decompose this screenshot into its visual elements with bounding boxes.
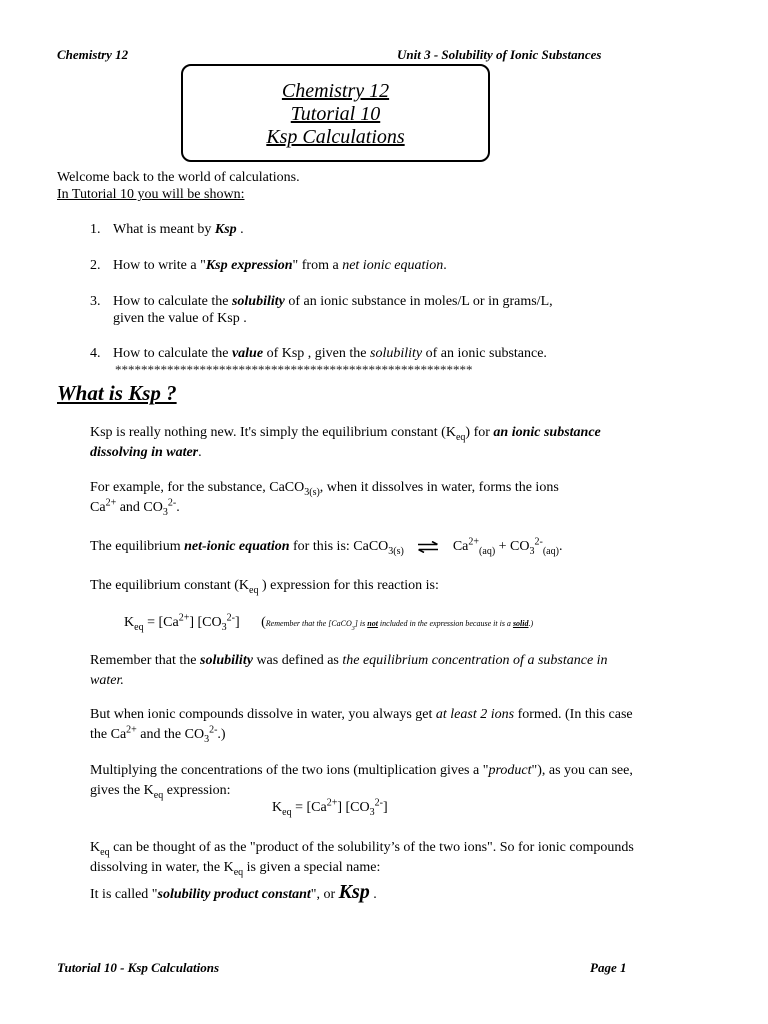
list-number: 1.	[90, 222, 101, 237]
header-right: Unit 3 - Solubility of Ionic Substances	[397, 47, 602, 62]
paragraph-example: For example, for the substance, CaCO$_{3(s)}$, when it dissolves in water, forms the ions $Ca^{2+}$ and $CO_3^{2-}$.	[90, 480, 559, 518]
list-number: 2.	[90, 258, 101, 273]
list-number: 4.	[90, 346, 101, 361]
paragraph-ksp-name: It is called "solubility product constant", or Ksp .	[90, 881, 377, 903]
equilibrium-arrows-icon	[417, 541, 439, 553]
title-box	[181, 64, 490, 162]
list-item-1: 1. What is meant by Ksp .	[90, 222, 244, 237]
solid-note: (Remember that the [CaCO$_3$] is not included in the expression because it is a solid.)	[261, 615, 534, 632]
star-divider: *******************************************************	[115, 362, 473, 377]
title-line-1: Chemistry 12	[281, 80, 390, 102]
keq-equation-2: $K_{eq} = [Ca^{2+}]$ $[CO_3^{2-}]$	[272, 797, 388, 818]
list-item-2: 2. How to write a "Ksp expression" from a net ionic equation.	[90, 258, 447, 273]
paragraph-ksp-intro: Ksp is really nothing new. It's simply the equilibrium constant $(K_{eq})$ for an ionic substance dissolving in water.	[90, 425, 601, 460]
paragraph-two-ions: But when ionic compounds dissolve in water, you always get at least 2 ions formed. (In this case the $Ca^{2+}$ and the $CO_3^{2-}$.)	[90, 707, 633, 745]
title-line-2: Tutorial 10	[290, 103, 381, 125]
list-item-3: 3. How to calculate the solubility of an ionic substance in moles/L or in grams/L, given the value of Ksp .	[90, 294, 553, 326]
keq-equation-1: $K_{eq} = [Ca^{2+}]$ $[CO_3^{2-}]$ (Remember that the [CaCO$_3$] is not included in the expression because it is a solid.)	[124, 612, 534, 633]
paragraph-expression: The equilibrium constant ($K_{eq}$ ) expression for this reaction is:	[90, 578, 439, 596]
section-title: What is Ksp ?	[57, 381, 177, 405]
title-line-3: Ksp Calculations	[266, 126, 405, 148]
footer-page-number: Page 1	[590, 960, 627, 975]
paragraph-product: Multiplying the concentrations of the two ions (multiplication gives a "product"), as you can see, gives the $K_{eq}$ expression:	[90, 763, 633, 801]
list-number: 3.	[90, 294, 101, 309]
list-item-4: 4. How to calculate the value of Ksp , given the solubility of an ionic substance.	[90, 346, 547, 361]
paragraph-net-ionic: The equilibrium net-ionic equation for this is: CaCO$_{3(s)}$ $Ca^{2+}_{(aq)} + CO_3^{2-}_{(aq)}$.	[90, 536, 563, 557]
intro-welcome: Welcome back to the world of calculations.	[57, 170, 300, 185]
paragraph-special-name: $K_{eq}$ can be thought of as the "product of the solubility’s of the two ions". So for ionic compounds dissolving in water, the $K_{eq}$ is given a special name:	[90, 840, 634, 878]
paragraph-solubility-definition: Remember that the solubility was defined as the equilibrium concentration of a substance in water.	[90, 653, 608, 688]
header-left: Chemistry 12	[57, 47, 129, 62]
footer-left: Tutorial 10 - Ksp Calculations	[57, 960, 220, 975]
intro-shown: In Tutorial 10 you will be shown:	[57, 187, 245, 202]
